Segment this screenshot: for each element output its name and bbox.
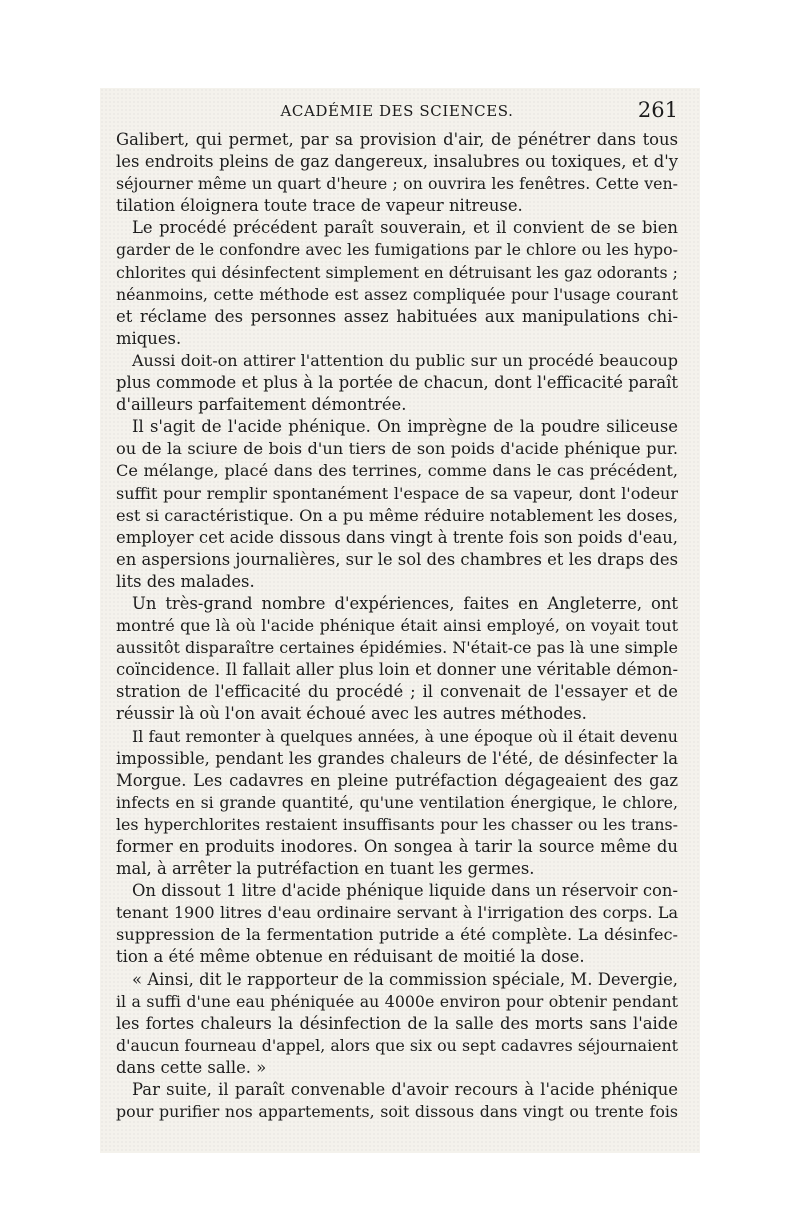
text-line: suppression de la fermentation putride a été complète. La désinfec- (116, 925, 678, 945)
text-line: Galibert, qui permet, par sa provision d'air, de pénétrer dans tous (116, 130, 678, 149)
text-line: Un très-grand nombre d'expériences, faites en Angleterre, ont (132, 593, 678, 613)
page-header (116, 98, 678, 126)
text-line: est si caractéristique. On a pu même réduire notablement les doses, (116, 505, 678, 525)
text-line: mal, à arrêter la putréfaction en tuant les germes. (116, 859, 535, 879)
text-line: « Ainsi, dit le rapporteur de la commission spéciale, M. Devergie, (132, 969, 678, 989)
text-line: et réclame des personnes assez habituées aux manipulations chi- (116, 306, 678, 326)
text-line: tenant 1900 litres d'eau ordinaire servant à l'irrigation des corps. La (116, 903, 678, 923)
text-line: employer cet acide dissous dans vingt à trente fois son poids d'eau, (116, 527, 678, 547)
text-line: aussitôt disparaître certaines épidémies. N'était-ce pas là une simple (116, 638, 678, 658)
text-line: coïncidence. Il fallait aller plus loin et donner une véritable démon- (116, 660, 678, 680)
text-line: Ce mélange, placé dans des terrines, comme dans le cas précédent, (116, 461, 678, 481)
text-line: Il s'agit de l'acide phénique. On imprègne de la poudre siliceuse (132, 417, 678, 437)
text-line: en aspersions journalières, sur le sol des chambres et les draps des (116, 549, 678, 569)
text-line: montré que là où l'acide phénique était ainsi employé, on voyait tout (116, 616, 678, 636)
text-line: d'ailleurs parfaitement démontrée. (116, 395, 407, 415)
text-line: infects en si grande quantité, qu'une ventilation énergique, le chlore, (116, 792, 678, 812)
text-line: former en produits inodores. On songea à tarir la source même du (116, 837, 678, 856)
text-line: les fortes chaleurs la désinfection de la salle des morts sans l'aide (116, 1013, 678, 1033)
text-line: Par suite, il paraît convenable d'avoir recours à l'acide phénique (132, 1080, 678, 1100)
text-line: lits des malades. (116, 571, 255, 591)
text-line: miques. (116, 328, 182, 348)
text-line: pour purifier nos appartements, soit dissous dans vingt ou trente fois (116, 1102, 678, 1122)
text-line: dans cette salle. » (116, 1057, 267, 1077)
text-line: Il faut remonter à quelques années, à une époque où il était devenu (132, 726, 678, 746)
text-line: plus commode et plus à la portée de chacun, dont l'efficacité paraît (116, 373, 678, 393)
text-line: tilation éloignera toute trace de vapeur nitreuse. (116, 196, 523, 216)
text-line: les hyperchlorites restaient insuffisants pour les chasser ou les trans- (116, 814, 678, 834)
text-line: Le procédé précédent paraît souverain, et il convient de se bien (132, 218, 678, 238)
text-line: impossible, pendant les grandes chaleurs de l'été, de désinfecter la (116, 748, 678, 768)
page-number: 261 (637, 98, 678, 122)
text-line: réussir là où l'on avait échoué avec les autres méthodes. (116, 704, 587, 724)
text-line: ou de la sciure de bois d'un tiers de son poids d'acide phénique pur. (116, 439, 678, 459)
text-line: Morgue. Les cadavres en pleine putréfaction dégageaient des gaz (116, 770, 678, 790)
text-line: garder de le confondre avec les fumigations par le chlore ou les hypo- (116, 240, 678, 260)
text-line: néanmoins, cette méthode est assez compliquée pour l'usage courant (116, 284, 678, 304)
text-line: Aussi doit-on attirer l'attention du public sur un procédé beaucoup (132, 350, 678, 370)
text-line: séjourner même un quart d'heure ; on ouvrira les fenêtres. Cette ven- (116, 174, 678, 194)
text-line: chlorites qui désinfectent simplement en détruisant les gaz odorants ; (116, 262, 678, 282)
text-line: On dissout 1 litre d'acide phénique liquide dans un réservoir con- (132, 881, 678, 901)
text-line: les endroits pleins de gaz dangereux, insalubres ou toxiques, et d'y (116, 152, 678, 172)
text-line: stration de l'efficacité du procédé ; il convenait de l'essayer et de (116, 682, 678, 702)
text-line: tion a été même obtenue en réduisant de moitié la dose. (116, 947, 585, 967)
text-line: suffit pour remplir spontanément l'espace de sa vapeur, dont l'odeur (116, 483, 678, 503)
text-line: d'aucun fourneau d'appel, alors que six ou sept cadavres séjournaient (116, 1035, 678, 1055)
body-text (116, 129, 678, 1123)
running-head: ACADÉMIE DES SCIENCES. (280, 102, 514, 120)
text-line: il a suffi d'une eau phéniquée au 4000e environ pour obtenir pendant (116, 991, 678, 1011)
